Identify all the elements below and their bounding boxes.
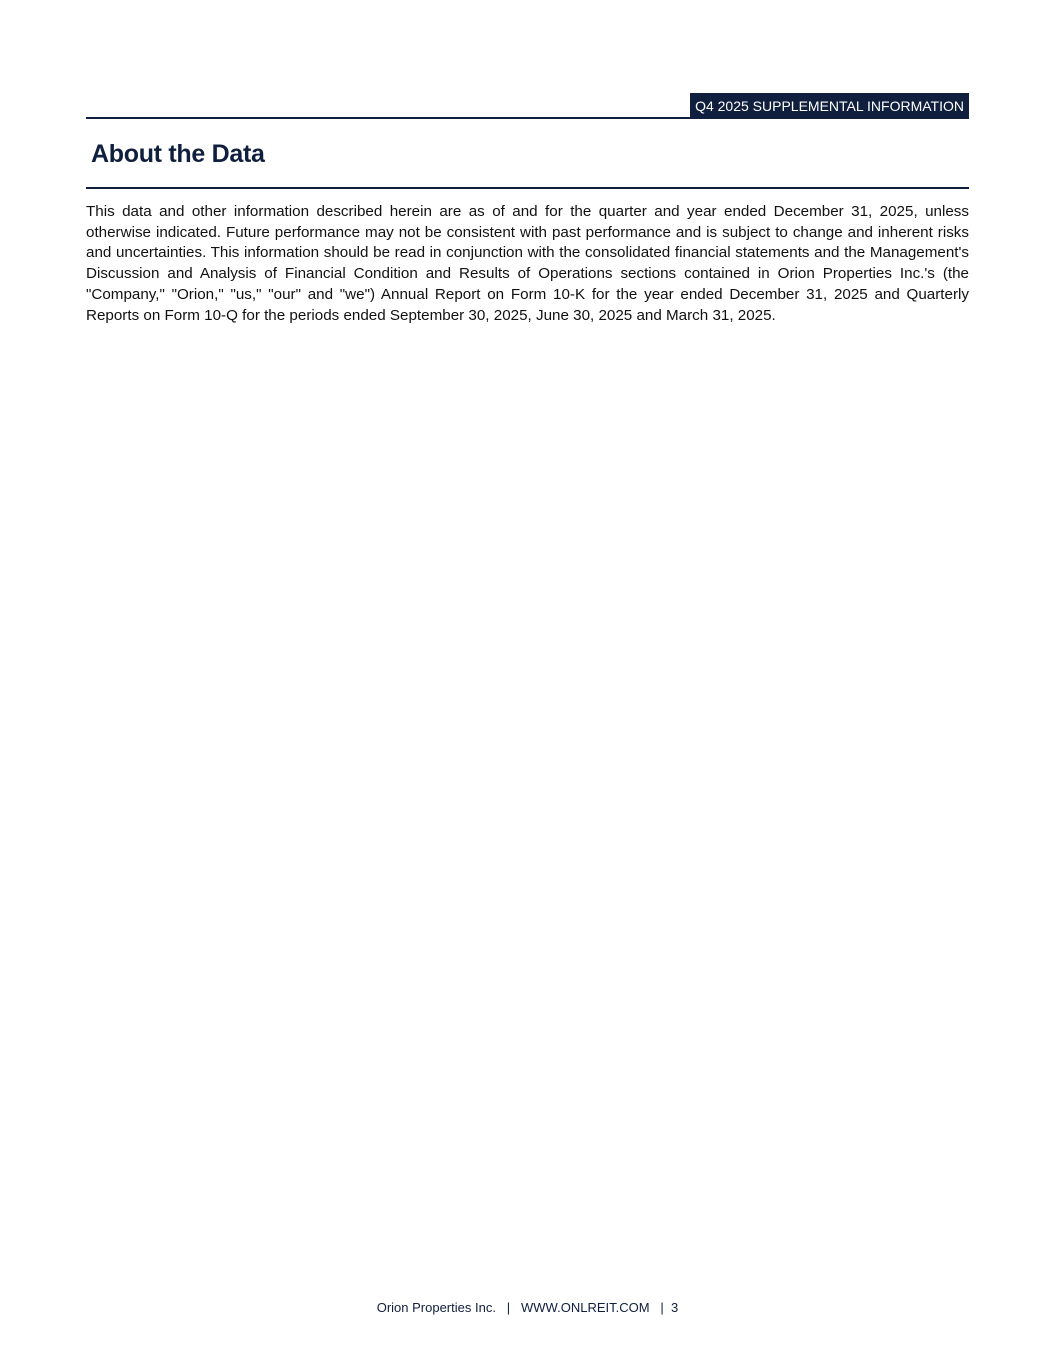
footer-separator: | bbox=[506, 1300, 511, 1315]
title-divider bbox=[86, 187, 969, 189]
footer-website: WWW.ONLREIT.COM bbox=[521, 1300, 650, 1315]
page-header bbox=[86, 93, 969, 119]
footer-separator: | bbox=[660, 1300, 664, 1315]
page-footer bbox=[0, 1300, 1055, 1315]
section-title: About the Data bbox=[91, 140, 265, 168]
footer-page-number: 3 bbox=[671, 1300, 679, 1315]
footer-company: Orion Properties Inc. bbox=[376, 1300, 496, 1315]
header-tag: Q4 2025 SUPPLEMENTAL INFORMATION bbox=[690, 93, 969, 119]
about-data-paragraph: This data and other information described herein are as of and for the quarter and year ended December 31, 2025, unless otherwise indicated. Future performance may not be consistent with past performance and is subject to change and inherent risks and uncertainties. This information should be read in conjunction with the consolidated financial statements and the Management's Discussion and Analysis of Financial Condition and Results of Operations sections contained in Orion Properties Inc.'s (the "Company," "Orion," "us," "our" and "we") Annual Report on Form 10-K for the year ended December 31, 2025 and Quarterly Reports on Form 10-Q for the periods ended September 30, 2025, June 30, 2025 and March 31, 2025. bbox=[86, 203, 969, 324]
